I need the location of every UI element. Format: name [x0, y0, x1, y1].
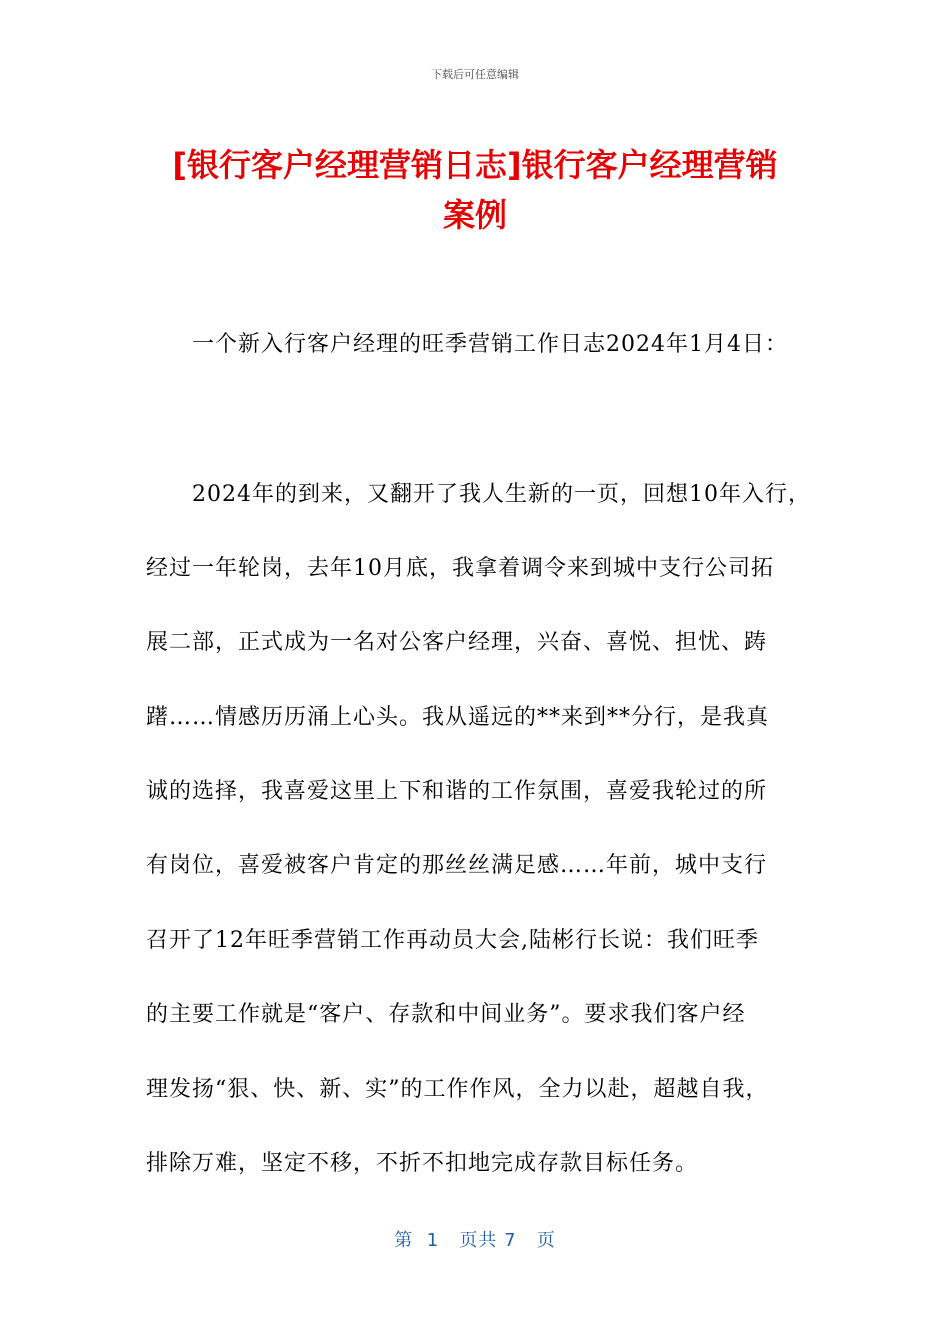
page-number-footer: 第 1 页共 7 页 [394, 1230, 556, 1251]
paragraph-line: 排除万难，坚定不移，不折不扣地完成存款目标任务。 [146, 1151, 699, 1176]
intro-line: 一个新入行客户经理的旺季营销工作日志2024年1月4日： [192, 332, 788, 357]
header-note: 下载后可任意编辑 [431, 68, 519, 81]
paragraph-line: 召开了12年旺季营销工作再动员大会,陆彬行长说：我们旺季 [146, 928, 759, 953]
paragraph-line: 2024年的到来，又翻开了我人生新的一页，回想10年入行， [192, 482, 811, 507]
document-title [120, 140, 830, 240]
paragraph-line: 有岗位，喜爱被客户肯定的那丝丝满足感……年前，城中支行 [146, 853, 768, 878]
title-line-1: [银行客户经理营销日志]银行客户经理营销 [172, 146, 778, 184]
paragraph-line: 的主要工作就是“客户、存款和中间业务”。要求我们客户经 [146, 1002, 746, 1027]
title-line-2: 案例 [442, 196, 507, 234]
paragraph-line: 展二部，正式成为一名对公客户经理，兴奋、喜悦、担忧、踌 [146, 630, 768, 655]
paragraph-line: 经过一年轮岗，去年10月底，我拿着调令来到城中支行公司拓 [146, 556, 774, 581]
paragraph-line: 躇……情感历历涌上心头。我从遥远的**来到**分行，是我真 [146, 705, 770, 730]
paragraph-line: 诚的选择，我喜爱这里上下和谐的工作氛围，喜爱我轮过的所 [146, 779, 768, 804]
paragraph-line: 理发扬“狠、快、新、实”的工作作风，全力以赴，超越自我， [146, 1077, 769, 1102]
